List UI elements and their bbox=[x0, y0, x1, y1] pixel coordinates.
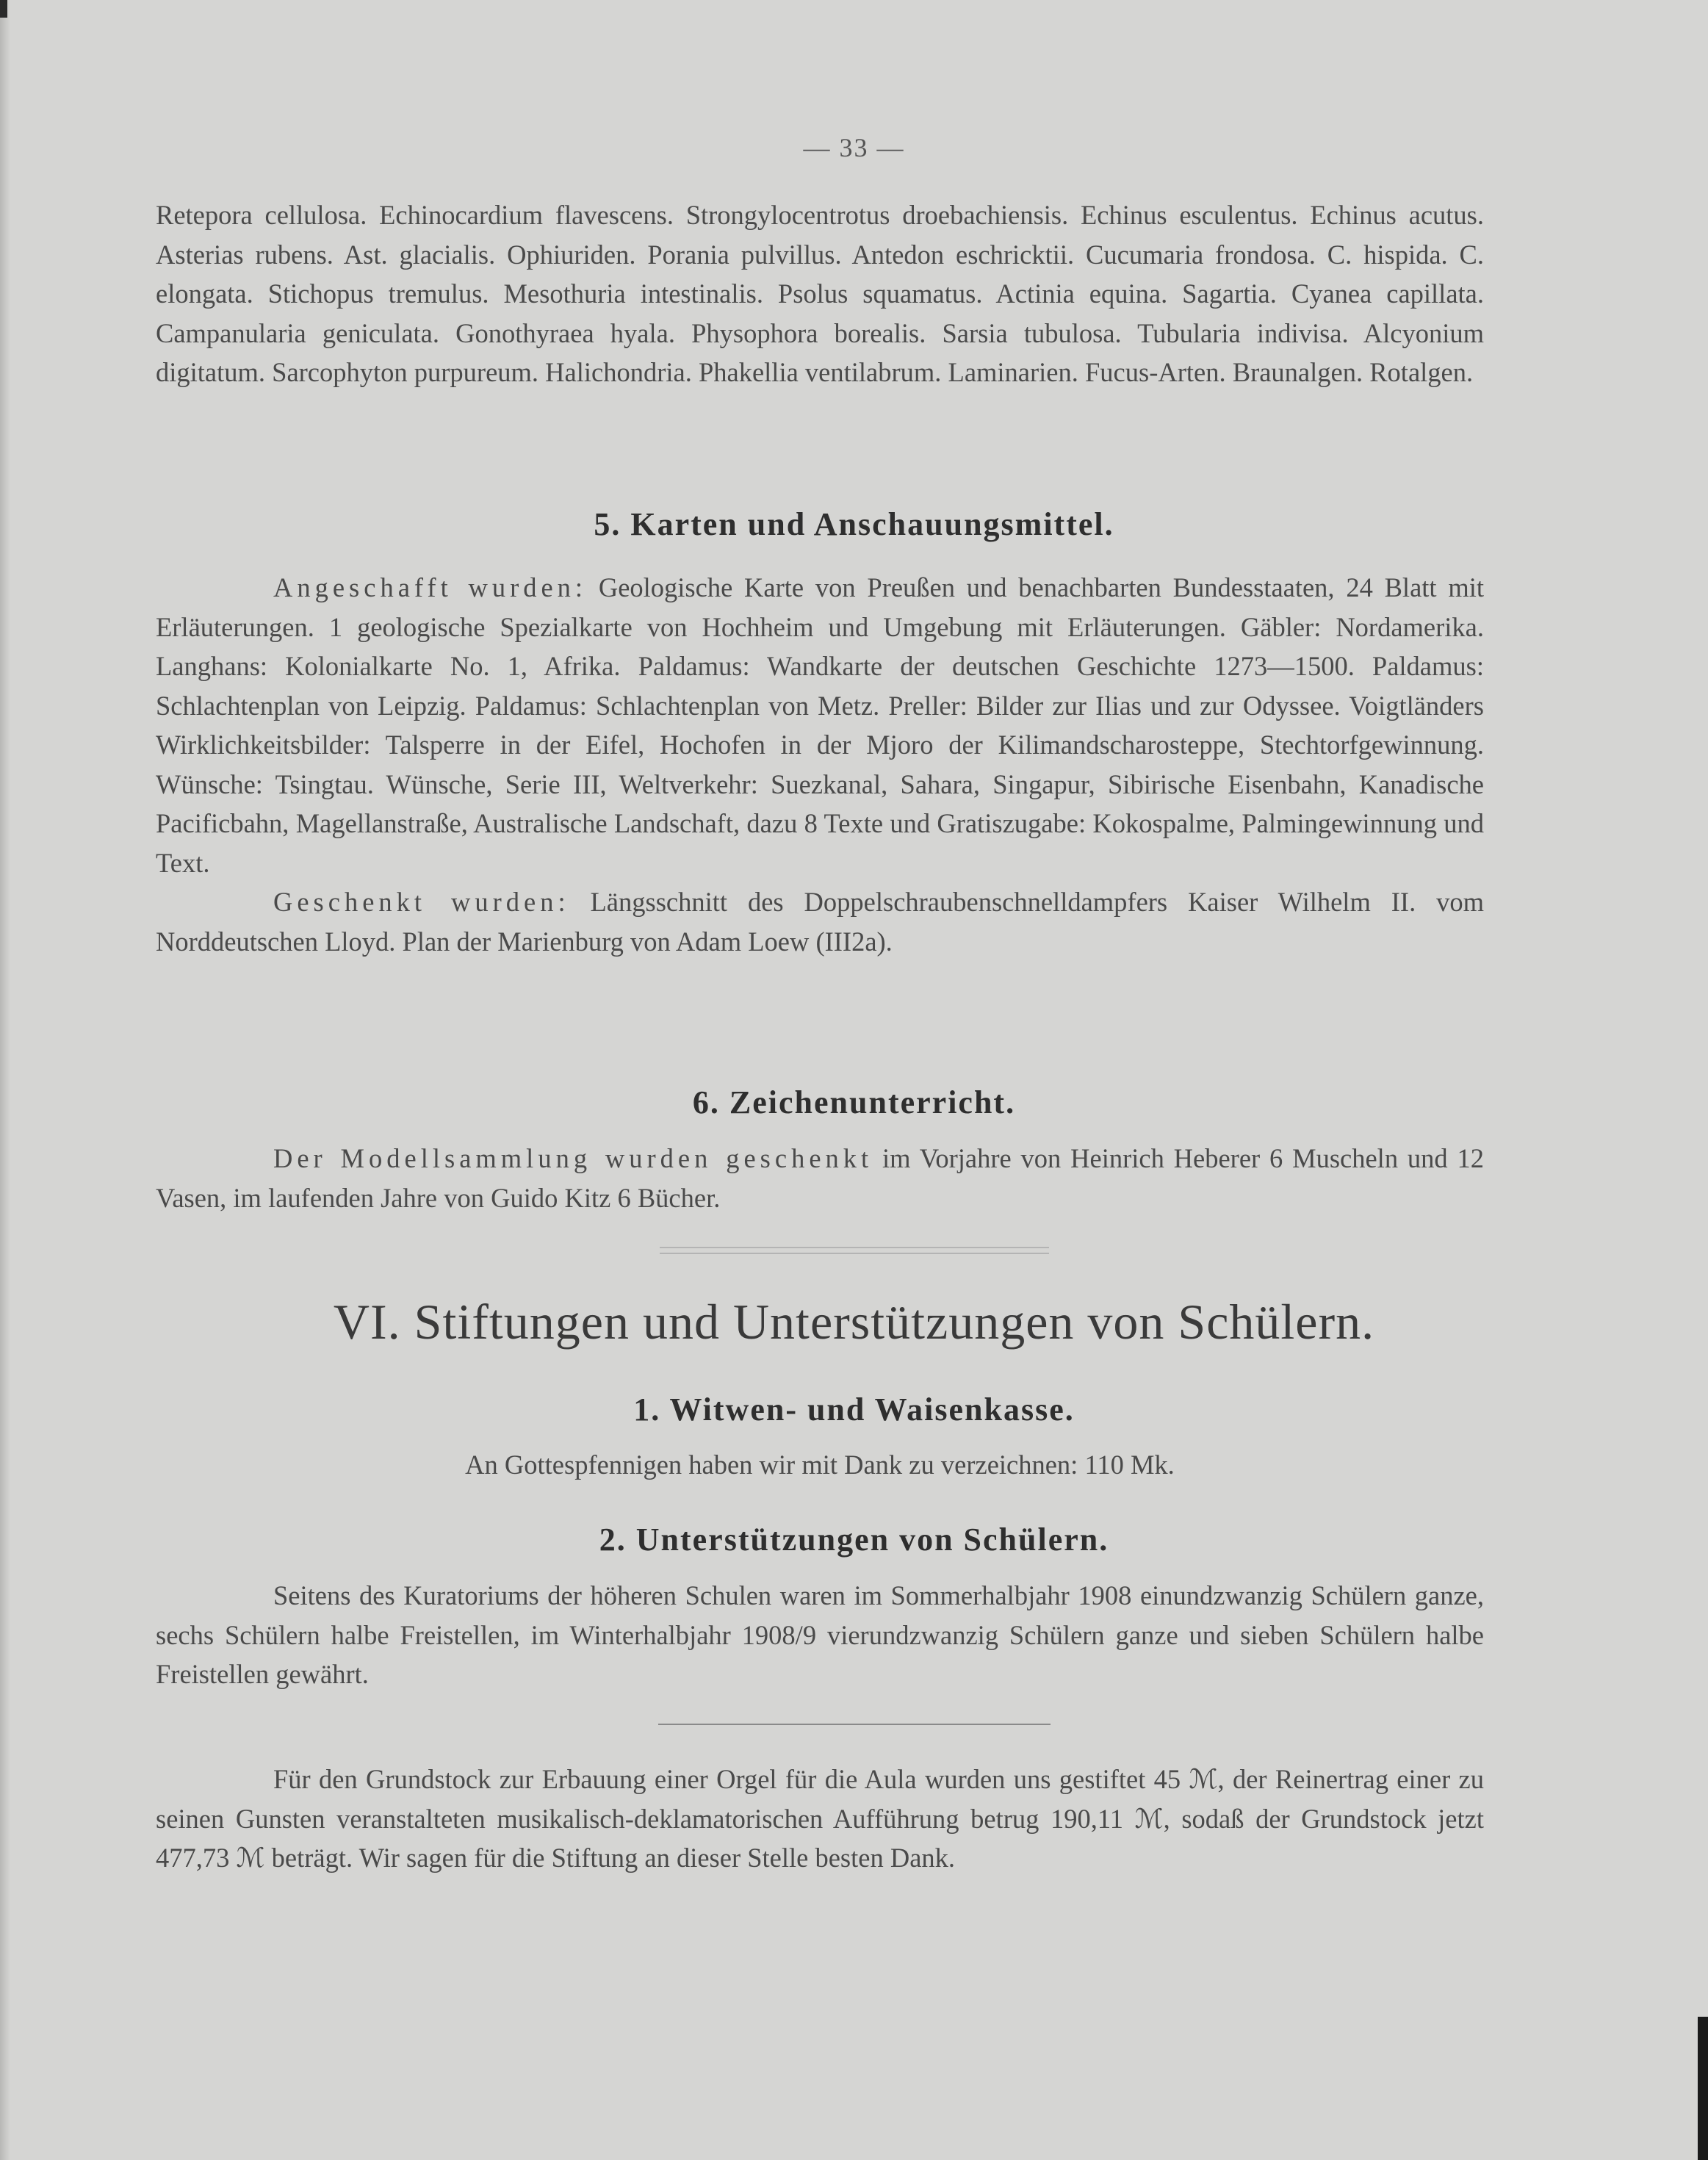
section-6-body bbox=[156, 1139, 1484, 1217]
page-number: — 33 — bbox=[803, 133, 905, 162]
subsection-1-text: An Gottespfennigen haben wir mit Dank zu verzeichnen: 110 Mk. bbox=[465, 1450, 1175, 1480]
chapter-title: VI. Stiftungen und Unterstützungen von Schülern. bbox=[333, 1294, 1375, 1350]
section-6-label: Der Modellsammlung wurden geschenkt bbox=[273, 1143, 873, 1173]
intro-paragraph: Retepora cellulosa. Echinocardium flavescens. Strongylocentrotus droebachiensis. Echinus esculentus. Echinus acutus. Asterias rubens. Ast. glacialis. Ophiuriden. Porania pulvillus. Antedon eschricktii. Cucumaria frondosa. C. hispida. C. elongata. Stichopus tremulus. Mesothuria intestinalis. Psolus squamatus. Actinia equina. Sagartia. Cyanea capillata. Campanularia geniculata. Gonothyraea hyala. Physophora borealis. Sarsia tubulosa. Tubularia indivisa. Alcyonium digitatum. Sarcophyton purpureum. Halichondria. Phakellia ventilabrum. Laminarien. Fucus-Arten. Braunalgen. Rotalgen. bbox=[156, 200, 1484, 387]
acquired-paragraph bbox=[156, 568, 1484, 882]
section-divider bbox=[658, 1724, 1051, 1725]
donated-paragraph bbox=[156, 882, 1484, 961]
section-divider-double bbox=[660, 1247, 1049, 1254]
acquired-label: Angeschafft wurden: bbox=[273, 572, 588, 602]
subsection-2-heading: 2. Unterstützungen von Schülern. bbox=[599, 1522, 1109, 1558]
donated-label: Geschenkt wurden: bbox=[273, 887, 570, 917]
section-6-paragraph bbox=[156, 1139, 1484, 1217]
acquired-text: Geologische Karte von Preußen und benachbarten Bundesstaaten, 24 Blatt mit Erläuterungen. 1 geologische Spezialkarte von Hochheim und Umgebung mit Erläuterungen. Gäbler: Nordamerika. Langhans: Kolonialkarte No. 1, Afrika. Paldamus: Wandkarte der deutschen Geschichte 1273—1500. Paldamus: Schlachtenplan von Leipzig. Paldamus: Schlachtenplan von Metz. Preller: Bilder zur Ilias und zur Odyssee. Voigtländers Wirklichkeitsbilder: Talsperre in der Eifel, Hochofen in der Mjoro der Kilimandscharosteppe, Stechtorfgewinnung. Wünsche: Tsingtau. Wünsche, Serie III, Weltverkehr: Suezkanal, Sahara, Singapur, Sibirische Eisenbahn, Kanadische Pacificbahn, Magellanstraße, Australische Landschaft, dazu 8 Texte und Gratiszugabe: Kokospalme, Palmingewinnung und Text. bbox=[156, 572, 1484, 878]
organ-fund-paragraph: Für den Grundstock zur Erbauung einer Orgel für die Aula wurden uns gestiftet 45 ℳ, der Reinertrag einer zu seinen Gunsten veranstalteten musikalisch-deklamatorischen Aufführung betrug 190,11 ℳ, sodaß der Grundstock jetzt 477,73 ℳ beträgt. Wir sagen für die Stiftung an dieser Stelle besten Dank. bbox=[156, 1764, 1484, 1873]
section-6-text: im Vorjahre von Heinrich Heberer 6 Muscheln und 12 Vasen, im laufenden Jahre von Guido Kitz 6 Bücher. bbox=[156, 1143, 1484, 1213]
section-5-body bbox=[156, 568, 1484, 961]
section-5-heading: 5. Karten und Anschauungsmittel. bbox=[594, 506, 1114, 542]
intro-species-list bbox=[156, 195, 1484, 392]
subsection-2-paragraph: Seitens des Kuratoriums der höheren Schulen waren im Sommerhalbjahr 1908 einundzwanzig Schülern ganze, sechs Schülern halbe Freistellen, im Winterhalbjahr 1908/9 vierundzwanzig Schülern ganze und sieben Schülern halbe Freistellen gewährt. bbox=[156, 1580, 1484, 1689]
organ-fund-body bbox=[156, 1760, 1484, 1878]
donated-text: Längsschnitt des Doppelschraubenschnelldampfers Kaiser Wilhelm II. vom Norddeutschen Lloyd. Plan der Marienburg von Adam Loew (III2a). bbox=[156, 887, 1484, 957]
section-6-heading: 6. Zeichenunterricht. bbox=[692, 1084, 1016, 1120]
subsection-1-heading: 1. Witwen- und Waisenkasse. bbox=[633, 1392, 1075, 1428]
subsection-2-body bbox=[156, 1576, 1484, 1694]
